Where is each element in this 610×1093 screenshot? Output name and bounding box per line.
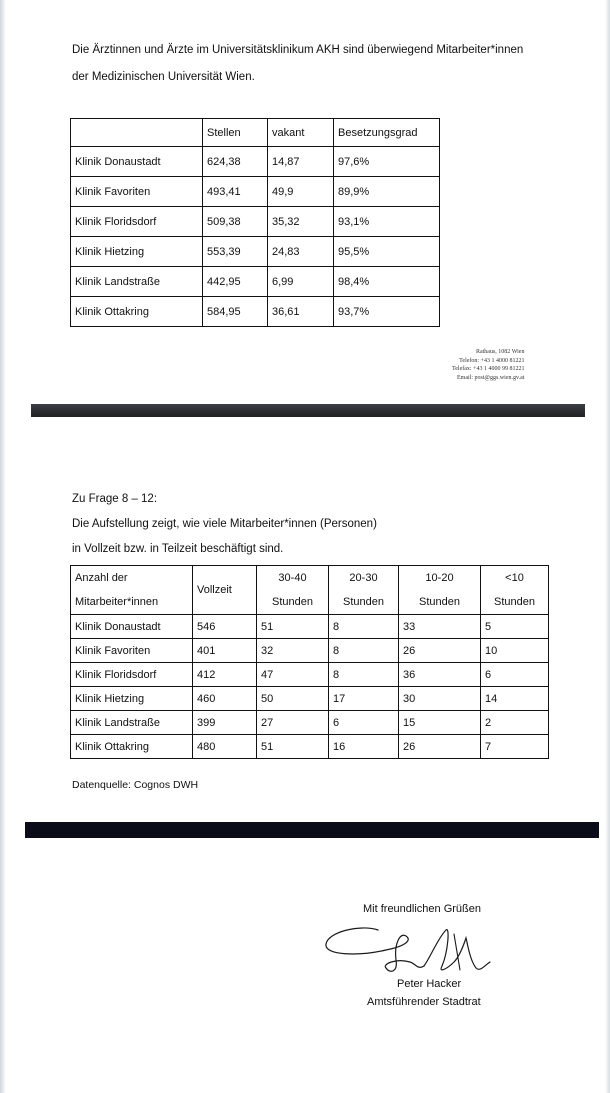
- signer-title: Amtsführender Stadtrat: [367, 996, 481, 1008]
- table-cell: 546: [193, 615, 257, 639]
- table-cell: 412: [193, 663, 257, 687]
- table-cell: 6: [481, 663, 549, 687]
- table-cell: 460: [193, 687, 257, 711]
- header-cell: [257, 566, 329, 615]
- table-header-row: [71, 566, 549, 615]
- table-row: [71, 663, 549, 687]
- section-heading: Zu Frage 8 – 12:: [72, 493, 158, 505]
- data-source-note: Datenquelle: Cognos DWH: [72, 779, 199, 791]
- header-line: Mitarbeiter*innen: [75, 596, 159, 608]
- address-line: Email: post@ggs.wien.gv.at: [456, 374, 525, 381]
- page-edge-right: [605, 0, 610, 1093]
- table-row: [71, 687, 549, 711]
- table-cell: 8: [329, 663, 399, 687]
- table-cell: 98,4%: [334, 267, 440, 297]
- table-cell: 26: [399, 735, 481, 759]
- table-cell: 95,5%: [334, 237, 440, 267]
- table-cell: 36,61: [268, 297, 334, 327]
- table-cell: 493,41: [203, 177, 268, 207]
- table-cell: 47: [257, 663, 329, 687]
- header-cell: vakant: [268, 119, 334, 147]
- table-cell: 442,95: [203, 267, 268, 297]
- staff-positions-table: [70, 118, 440, 327]
- table-row: [71, 177, 440, 207]
- header-line: Stunden: [419, 596, 460, 608]
- table-cell: 93,1%: [334, 207, 440, 237]
- table-cell: Klinik Donaustadt: [71, 147, 203, 177]
- page-edge-left: [0, 0, 6, 1093]
- table-cell: 50: [257, 687, 329, 711]
- header-cell: [481, 566, 549, 615]
- table-cell: 14: [481, 687, 549, 711]
- page-separator: [31, 404, 585, 417]
- intro-text-line-2: der Medizinischen Universität Wien.: [72, 71, 255, 83]
- signer-name: Peter Hacker: [397, 978, 462, 990]
- table-cell: 49,9: [268, 177, 334, 207]
- table-cell: 16: [329, 735, 399, 759]
- table-cell: 7: [481, 735, 549, 759]
- header-cell: [399, 566, 481, 615]
- header-line: Stunden: [272, 596, 313, 608]
- table-cell: 26: [399, 639, 481, 663]
- table-cell: 10: [481, 639, 549, 663]
- table-cell: 401: [193, 639, 257, 663]
- header-cell: [71, 566, 193, 615]
- page-separator: [25, 822, 599, 838]
- header-cell: Besetzungsgrad: [334, 119, 440, 147]
- table-cell: 93,7%: [334, 297, 440, 327]
- table-cell: 24,83: [268, 237, 334, 267]
- table-cell: 8: [329, 615, 399, 639]
- header-cell: Stellen: [203, 119, 268, 147]
- table-cell: 97,6%: [334, 147, 440, 177]
- table-row: [71, 237, 440, 267]
- table-cell: 51: [257, 615, 329, 639]
- table-cell: 89,9%: [334, 177, 440, 207]
- address-line: Rathaus, 1082 Wien: [475, 349, 525, 355]
- table-cell: 6,99: [268, 267, 334, 297]
- table-row: [71, 711, 549, 735]
- table-cell: Klinik Landstraße: [71, 711, 193, 735]
- table-cell: Klinik Favoriten: [71, 177, 203, 207]
- table-row: [71, 615, 549, 639]
- table-cell: 624,38: [203, 147, 268, 177]
- table-header-row: [71, 119, 440, 147]
- address-line: Telefon: +43 1 4000 81221: [459, 357, 525, 364]
- table-cell: Klinik Favoriten: [71, 639, 193, 663]
- table-cell: Klinik Ottakring: [71, 735, 193, 759]
- table-row: [71, 207, 440, 237]
- address-block: [452, 348, 524, 382]
- table-cell: 399: [193, 711, 257, 735]
- table-cell: 6: [329, 711, 399, 735]
- header-line: 30-40: [278, 572, 307, 584]
- closing-greeting: Mit freundlichen Grüßen: [363, 903, 481, 915]
- header-cell: [71, 119, 203, 147]
- header-line: Stunden: [494, 596, 535, 608]
- table-cell: Klinik Hietzing: [71, 237, 203, 267]
- table-row: [71, 297, 440, 327]
- address-line: Telefax: +43 1 4000 99 81221: [452, 366, 525, 372]
- table-cell: 51: [257, 735, 329, 759]
- table-cell: 553,39: [203, 237, 268, 267]
- table-cell: Klinik Hietzing: [71, 687, 193, 711]
- table-cell: 2: [481, 711, 549, 735]
- intro-text-line-2: in Vollzeit bzw. in Teilzeit beschäftigt sind.: [72, 543, 284, 555]
- table-cell: 17: [329, 687, 399, 711]
- header-cell: [329, 566, 399, 615]
- table-cell: 8: [329, 639, 399, 663]
- table-cell: 33: [399, 615, 481, 639]
- header-line: 10-20: [425, 572, 454, 584]
- table-cell: Klinik Floridsdorf: [71, 663, 193, 687]
- table-cell: 584,95: [203, 297, 268, 327]
- table-cell: 480: [193, 735, 257, 759]
- table-row: [71, 267, 440, 297]
- table-cell: 509,38: [203, 207, 268, 237]
- table-cell: 36: [399, 663, 481, 687]
- table-cell: 30: [399, 687, 481, 711]
- table-row: [71, 639, 549, 663]
- table-cell: Klinik Floridsdorf: [71, 207, 203, 237]
- table-row: [71, 147, 440, 177]
- header-line: Stunden: [343, 596, 384, 608]
- table-cell: 27: [257, 711, 329, 735]
- header-cell: Vollzeit: [193, 566, 257, 615]
- table-cell: 15: [399, 711, 481, 735]
- table-row: [71, 735, 549, 759]
- table-cell: 35,32: [268, 207, 334, 237]
- table-cell: Klinik Landstraße: [71, 267, 203, 297]
- intro-text-line-1: Die Ärztinnen und Ärzte im Universitätsklinikum AKH sind überwiegend Mitarbeiter*innen: [72, 44, 524, 56]
- header-line: 20-30: [349, 572, 378, 584]
- table-cell: Klinik Ottakring: [71, 297, 203, 327]
- header-line: <10: [505, 572, 524, 584]
- table-cell: 32: [257, 639, 329, 663]
- table-cell: 5: [481, 615, 549, 639]
- table-cell: Klinik Donaustadt: [71, 615, 193, 639]
- table-cell: 14,87: [268, 147, 334, 177]
- intro-text-line-1: Die Aufstellung zeigt, wie viele Mitarbeiter*innen (Personen): [72, 518, 377, 530]
- header-line: Anzahl der: [75, 572, 128, 584]
- employment-table: [70, 565, 549, 759]
